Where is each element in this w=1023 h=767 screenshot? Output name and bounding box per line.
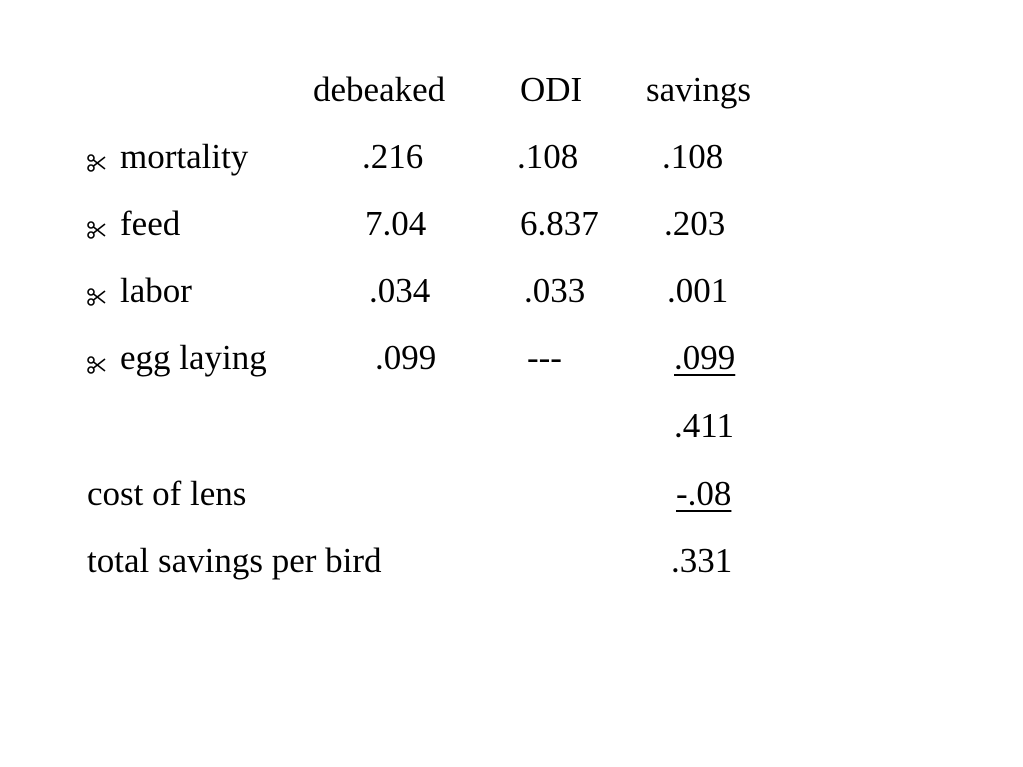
cell-mortality-debeaked: .216 [362, 137, 424, 176]
scissors-icon [86, 286, 108, 308]
cell-mortality-savings: .108 [662, 137, 724, 176]
lens-cost-value: -.08 [676, 474, 732, 513]
cell-labor-debeaked: .034 [369, 271, 431, 310]
cell-labor-savings: .001 [667, 271, 729, 310]
scissors-icon [86, 152, 108, 174]
cell-mortality-odi: .108 [517, 137, 579, 176]
header-savings: savings [646, 70, 751, 109]
total-savings-value: .331 [671, 541, 733, 580]
row-label-egg-laying: egg laying [120, 338, 267, 377]
cell-feed-savings: .203 [664, 204, 726, 243]
header-odi: ODI [520, 70, 583, 109]
lens-cost-label: cost of lens [87, 474, 247, 513]
subtotal-value: .411 [674, 406, 734, 445]
scissors-icon [86, 354, 108, 376]
total-savings-label: total savings per bird [87, 541, 382, 580]
cell-labor-odi: .033 [524, 271, 586, 310]
cell-egg-laying-debeaked: .099 [375, 338, 437, 377]
row-label-mortality: mortality [120, 137, 249, 176]
row-label-feed: feed [120, 204, 181, 243]
cell-feed-odi: 6.837 [520, 204, 599, 243]
row-label-labor: labor [120, 271, 192, 310]
cell-egg-laying-savings: .099 [674, 338, 736, 377]
cell-feed-debeaked: 7.04 [365, 204, 427, 243]
cell-egg-laying-odi: --- [527, 338, 562, 377]
header-debeaked: debeaked [313, 70, 446, 109]
scissors-icon [86, 219, 108, 241]
